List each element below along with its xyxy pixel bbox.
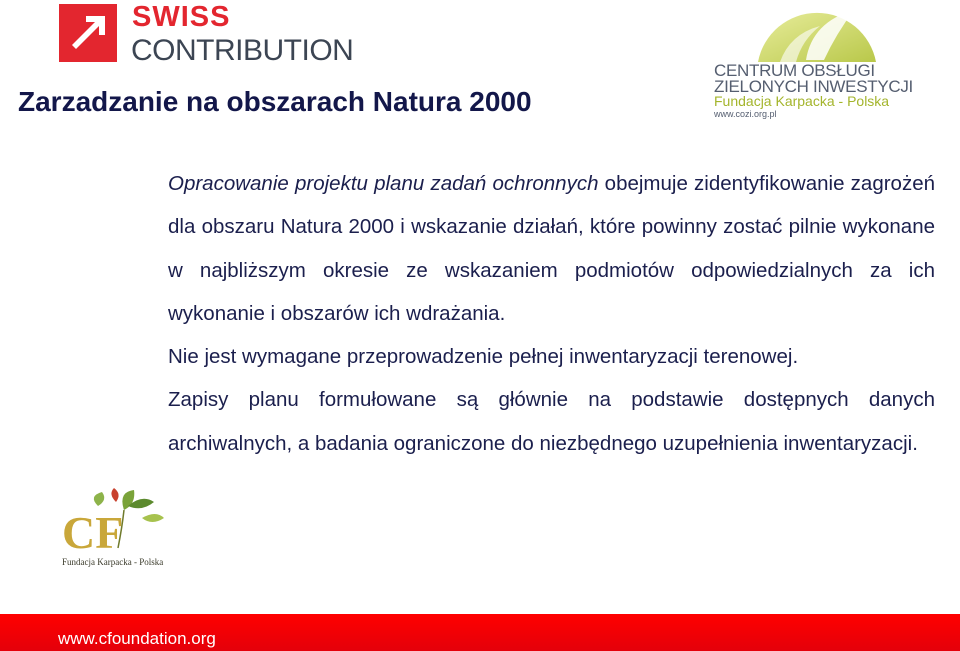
cozi-logo — [712, 4, 913, 122]
cozi-logo-url: www.cozi.org.pl — [714, 109, 777, 119]
cf-logo-caption: Fundacja Karpacka - Polska — [62, 557, 164, 567]
swiss-square-icon — [59, 4, 117, 62]
page-title: Zarzadzanie na obszarach Natura 2000 — [18, 86, 532, 117]
swiss-logo-line1: SWISS — [132, 1, 231, 33]
cozi-logo-line1: CENTRUM OBSŁUGI — [714, 61, 875, 80]
paragraph-1 — [168, 162, 935, 335]
cozi-logo-line2: ZIELONYCH INWESTYCJI — [714, 77, 913, 96]
swiss-logo-line2: CONTRIBUTION — [131, 34, 354, 67]
paragraph-3: Zapisy planu formułowane są głównie na podstawie dostępnych danych archiwalnych, a badania ograniczone do niezbędnego uzupełnienia inwentaryzacji. — [168, 388, 935, 455]
cf-logo — [58, 488, 168, 570]
body-text — [168, 162, 935, 465]
paragraph-1-rest: obejmuje zidentyfikowanie zagrożeń dla obszaru Natura 2000 i wskazanie działań, które powinny zostać pilnie wykonane w najbliższym okresie ze wskazaniem podmiotów odpowiedzialnych za ich wykonanie i obszarów ich wdrażania. — [168, 172, 935, 325]
footer-url-link[interactable]: www.cfoundation.org — [58, 629, 216, 648]
cf-monogram: CF — [62, 507, 124, 558]
paragraph-2: Nie jest wymagane przeprowadzenie pełnej inwentaryzacji terenowej. — [168, 345, 799, 369]
paragraph-1-italic: Opracowanie projektu planu zadań ochronnych — [168, 172, 599, 195]
swiss-contribution-logo — [59, 1, 359, 67]
cf-monogram-icon — [58, 488, 168, 558]
footer-bar — [0, 614, 960, 651]
sun-leaf-icon — [750, 4, 880, 62]
cozi-logo-line3: Fundacja Karpacka - Polska — [714, 93, 890, 109]
